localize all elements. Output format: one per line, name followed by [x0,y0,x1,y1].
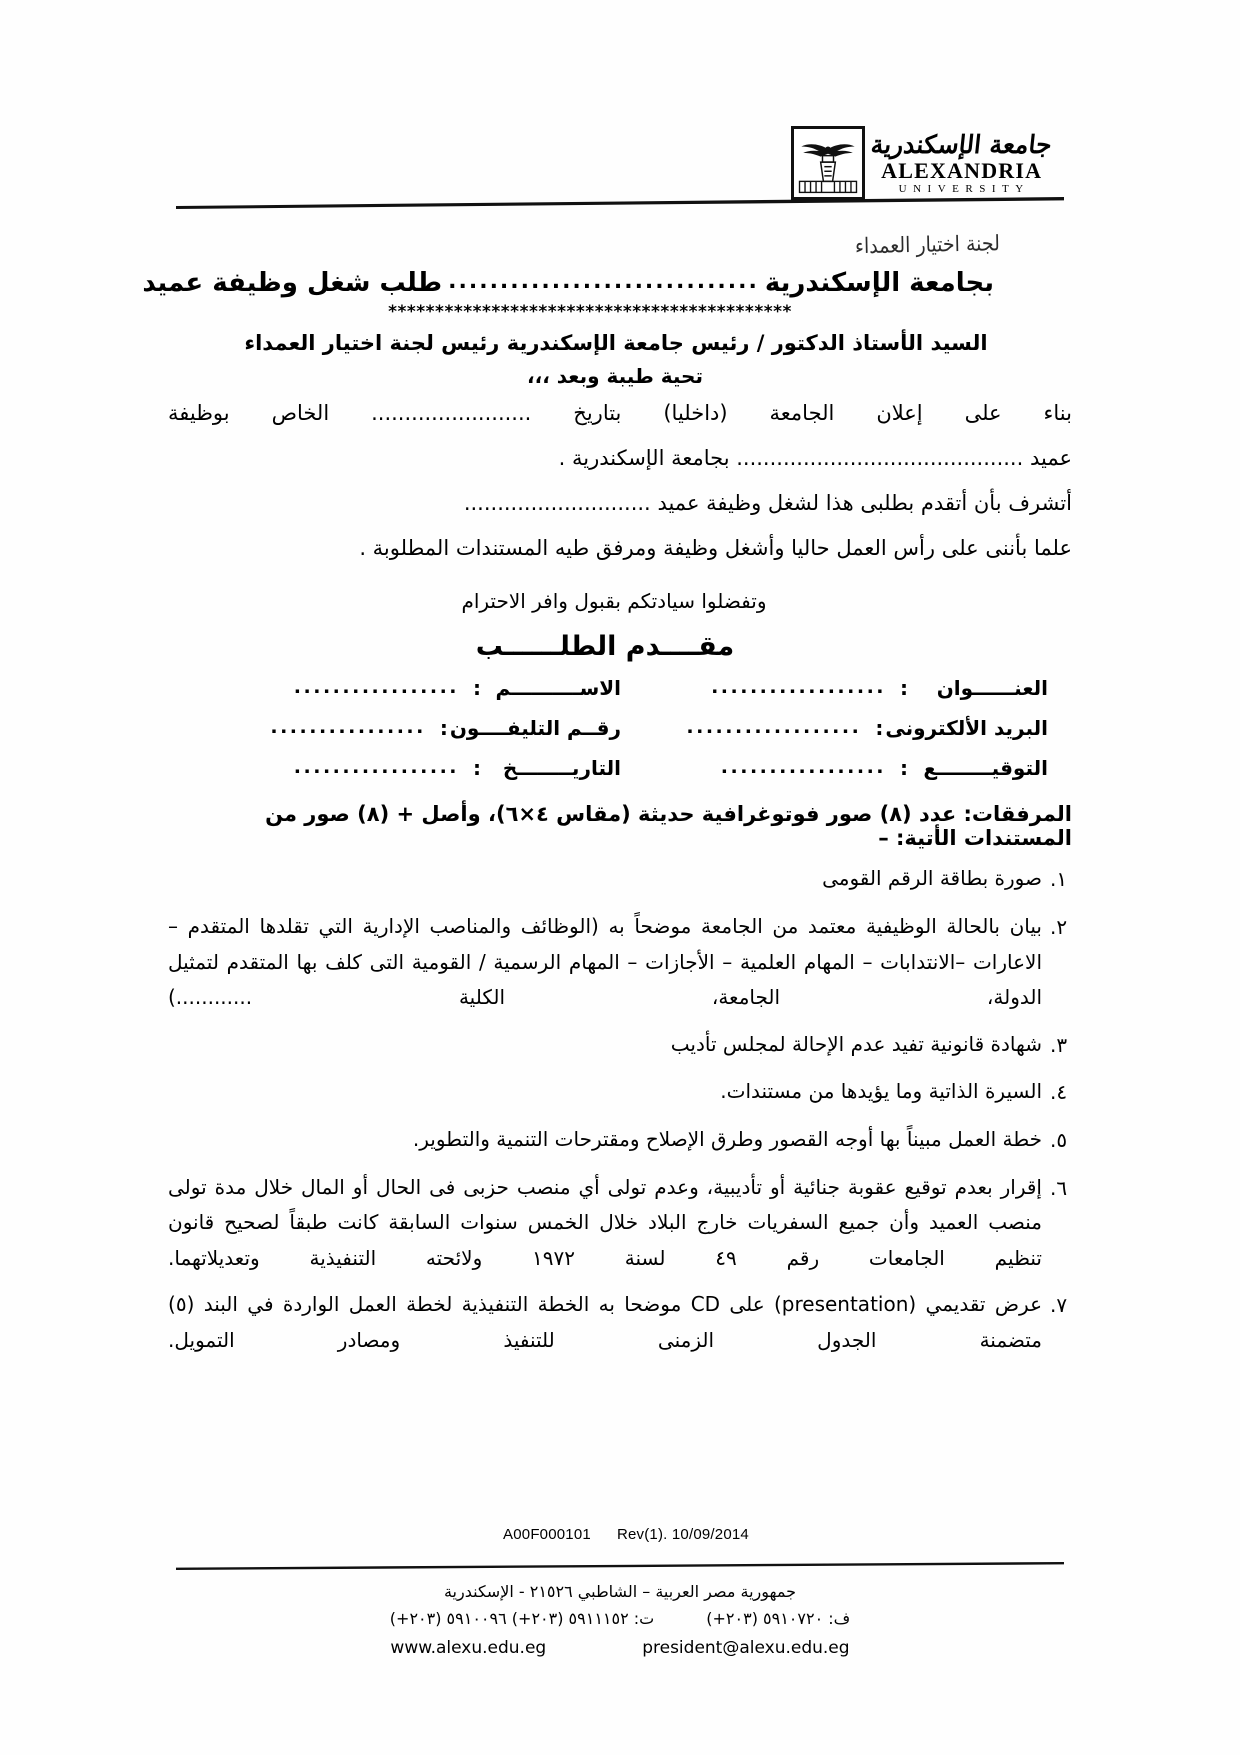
attachments-intro [168,802,1072,850]
list-item [168,909,1072,1016]
document-body [142,262,1072,1359]
signature-input[interactable]: ................. [720,756,886,779]
item-number: ٢. [1050,914,1068,939]
greeting-line: تحية طيبة وبعد ،،، [527,364,703,388]
para2-text-b: بجامعة الإسكندرية . [558,445,730,470]
item-text: خطة العمل مبيناً بها أوجه القصور وطرق الإصلاح ومقترحات التنمية والتطوير. [412,1126,1042,1151]
item-line: في البند (٥) متضمنة الجدول الزمنى للتنفيذ ومصادر التمويل. [168,1292,1042,1352]
item-text [168,1170,1042,1277]
name-input[interactable]: ................. [293,676,459,699]
item-text: السيرة الذاتية وما يؤيدها من مستندات. [720,1079,1042,1104]
item-number: ٥. [1050,1127,1068,1152]
item-text [168,909,1042,1016]
footer-phone-row [0,1607,1240,1632]
item-line: كانت طبقاً لصحيح قانون تنظيم الجامعات رقم ٤٩ لسنة ١٩٧٢ ولائحته التنفيذية [168,1210,1042,1270]
item-number: ٣. [1050,1032,1068,1057]
para3-blank-position[interactable]: ............................ [463,490,651,515]
logo-english-name: ALEXANDRIA [881,158,1043,184]
item-line: إقرار بعدم توقيع عقوبة جنائية أو تأديبية، وعدم تولى أي منصب حزبى فى الحال أو المال [301,1174,1042,1199]
para2-blank-faculty[interactable]: ........................................... [736,445,1024,470]
item-text [168,1287,1042,1358]
footer-website[interactable]: www.alexu.edu.eg [390,1637,547,1658]
form-revision: Rev(1). 10/09/2014 [616,1526,749,1543]
star-separator: ******************************************* [388,302,792,322]
item-line: خلال مدة تولى منصب العميد وأن جميع السفريات خارج البلاد خلال الخمس سنوات السابقة [168,1174,1043,1235]
field-name-label: الاســــــــــم [495,676,621,701]
applicant-section-heading: مقــــدم الطلــــــب [475,631,735,663]
field-name-colon: : [473,676,481,701]
item-line: عرض تقديمي (presentation) على CD موضحا به الخطة التنفيذية لخطة العمل الواردة [282,1292,1042,1317]
field-email-colon: : [875,716,884,741]
field-name [204,676,621,700]
addressee-line: السيد الأستاذ الدكتور / رئيس جامعة الإسكندرية رئيس لجنة اختيار العمداء [244,331,988,355]
attachments-intro-text: : عدد (٨) صور فوتوغرافية حديثة (مقاس ٤×٦)، وأصل + (٨) صور من المستندات الأتية: – [265,802,1072,851]
address-input[interactable]: .................. [711,676,886,699]
field-address-colon: : [900,676,908,701]
item-line: كلف بها المتقدم لتمثيل الدولة، الجامعة، الكلية ............) [168,949,1042,1010]
logo-wordmark [871,126,1052,195]
closing-line: وتفضلوا سيادتكم بقبول وافر الاحترام [461,589,767,614]
field-phone-colon: : [439,716,448,741]
paragraph-four: علما بأننى على رأس العمل حاليا وأشغل وظيفة ومرفق طيه المستندات المطلوبة . [359,535,1072,560]
list-item [168,1287,1072,1358]
field-signature-label: التوقيــــــــع [923,756,1048,781]
footer-divider [176,1562,1064,1570]
list-item [168,1122,1072,1159]
footer-fax: ف: ٥٩١٠٧٢٠ (٢٠٣+) [706,1608,851,1628]
para1-text-a: بناء على إعلان الجامعة (داخليا) بتاريخ [573,401,1072,425]
field-date-label: التاريــــــــخ [502,756,621,781]
attachments-list [168,861,1072,1358]
item-number: ٧. [1050,1293,1068,1318]
item-number: ٤. [1050,1080,1068,1105]
field-phone-label: رقــم التليفــــون [449,716,621,741]
footer-contact [0,1580,1240,1661]
item-number: ٦. [1050,1175,1068,1200]
handwritten-note: لجنة اختيار العمداء [854,231,1001,259]
item-number: ١. [1050,867,1068,892]
para1-text-b: الخاص بوظيفة [168,401,330,425]
university-logo [791,126,1052,200]
logo-english-sub: UNIVERSITY [898,183,1030,196]
title-left: طلب شغل وظيفة عميد [142,268,443,298]
field-address [631,676,1048,700]
paragraph-three [168,484,1072,523]
paragraph-one [168,394,1072,433]
email-input[interactable]: .................. [686,716,862,739]
field-signature-colon: : [900,756,908,781]
footer-web-row [0,1635,1240,1661]
date-input[interactable]: ................. [293,756,459,779]
title-right: بجامعة الإسكندرية [764,268,994,298]
header-divider [176,197,1064,209]
field-address-label: العنــــــوان [936,676,1048,701]
footer-email[interactable]: president@alexu.edu.eg [642,1637,850,1658]
paragraph-two [168,439,1072,478]
form-id: A00F000101 [503,1526,591,1543]
footer-phone: ت: ٥٩١١١٥٢ (٢٠٣+) ٥٩١٠٠٩٦ (٢٠٣+) [389,1608,655,1628]
field-email [631,716,1048,740]
field-date-colon: : [473,756,481,781]
item-text: شهادة قانونية تفيد عدم الإحالة لمجلس تأديب [670,1031,1042,1056]
field-email-label: البريد الألكترونى [885,716,1048,741]
para1-blank-date[interactable]: ........................ [371,401,532,425]
para2-text-a: عميد [1029,445,1072,470]
para3-text-a: أتشرف بأن أتقدم بطلبى هذا لشغل وظيفة عميد [657,490,1072,515]
list-item [168,1170,1072,1277]
form-code-line [0,1526,1240,1543]
footer-address: جمهورية مصر العربية – الشاطبي ٢١٥٢٦ - الإسكندرية [443,1582,797,1601]
attachments-label: المرفقات [971,802,1072,827]
field-phone [204,716,621,740]
item-text: صورة بطاقة الرقم القومى [822,866,1042,891]
field-date [204,756,621,780]
page-title [142,268,1072,298]
lighthouse-emblem-icon [791,126,865,200]
item-line: بيان بالحالة الوظيفية معتمد من الجامعة موضحاً به (الوظائف والمناصب الإدارية التي تقلدها [259,913,1043,938]
item-line: المتقدم – الاعارات –الانتدابات – المهام العلمية – الأجازات – المهام الرسمية / القومية التى [168,913,1043,974]
applicant-fields [168,676,1072,780]
list-item [168,1074,1072,1111]
list-item [168,861,1072,898]
field-signature [631,756,1048,780]
logo-arabic-name: جامعة الإسكندرية [869,130,1054,159]
title-dots: .............................. [448,269,759,294]
phone-input[interactable]: ................ [270,716,426,739]
list-item [168,1027,1072,1064]
item-line: وتعديلاتهما. [168,1245,260,1270]
